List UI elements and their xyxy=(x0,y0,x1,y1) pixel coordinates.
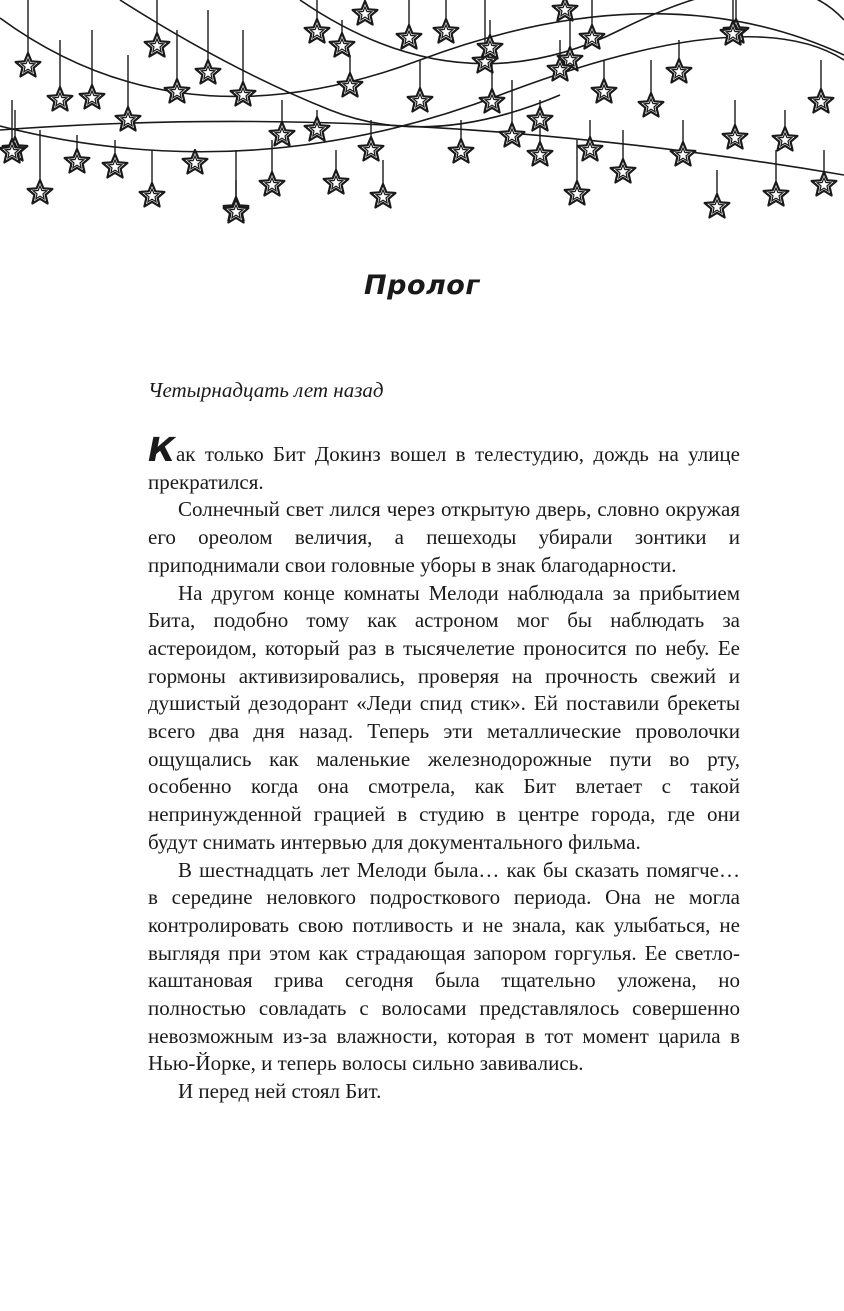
star-icon xyxy=(140,183,165,207)
star-icon xyxy=(667,59,692,83)
star-icon xyxy=(183,150,208,174)
star-garland-illustration xyxy=(0,0,844,235)
star-icon xyxy=(338,73,363,97)
star-icon xyxy=(224,199,249,223)
star-icon xyxy=(270,122,295,146)
paragraph: В шестнадцать лет Мелоди была… как бы сказать помягче… в середине неловкого подросткового периода. Она не могла контролировать свою потливость и не знала, как улыбаться, не выглядя при этом как страдающая запором горгулья. Ее светло-каштановая грива сегодня была тщательно уложена, но полностью совладать с волосами представлялось совершенно невозможным из-за влажности, которая в тот момент царила в Нью-Йорке, и теперь волосы сильно завивались. xyxy=(148,857,740,1076)
drop-cap: К xyxy=(148,430,175,469)
star-icon xyxy=(305,117,330,141)
paragraph: Солнечный свет лился через открытую дверь, словно окружая его ореолом величия, а пешеходы убирали зонтики и приподнимали свои головные уборы в знак благодарности. xyxy=(148,497,740,577)
star-icon xyxy=(103,154,128,178)
star-icon xyxy=(671,142,696,166)
star-icon xyxy=(705,194,730,218)
body-text xyxy=(148,430,740,1106)
star-icon xyxy=(580,25,605,49)
star-icon xyxy=(305,19,330,43)
star-icon xyxy=(478,35,503,59)
star-icon xyxy=(639,93,664,117)
star-icon xyxy=(764,182,789,206)
star-icon xyxy=(260,172,285,196)
star-icon xyxy=(80,85,105,109)
star-icon xyxy=(231,82,256,106)
star-icon xyxy=(397,25,422,49)
star-icon xyxy=(28,180,53,204)
chapter-title: Пролог xyxy=(364,270,480,302)
star-icon xyxy=(16,53,41,77)
star-icon xyxy=(723,125,748,149)
star-icon xyxy=(449,139,474,163)
garland-rope xyxy=(0,14,844,97)
star-icon xyxy=(434,19,459,43)
paragraph: На другом конце комнаты Мелоди наблюдала за прибытием Бита, подобно тому как астроном мог бы наблюдать за астероидом, который раз в тысячелетие проносится по небу. Ее гормоны активизировались, проверяя на прочность свежий и душистый дезодорант «Леди спид стик». Ей поставили брекеты всего два дня назад. Теперь эти металлические проволочки ощущались как маленькие железнодорожные пути во рту, особенно когда она смотрела, как Бит влетает с такой непринужденной грацией в студию в центре города, где они будут снимать интервью для документального фильма. xyxy=(148,580,740,854)
star-icon xyxy=(480,89,505,113)
star-icon xyxy=(145,33,170,57)
star-icon xyxy=(812,172,837,196)
star-icon xyxy=(592,79,617,103)
paragraph-text: ак только Бит Докинз вошел в телестудию, дождь на улице прекратился. xyxy=(148,442,740,494)
star-icon xyxy=(48,87,73,111)
star-icon xyxy=(196,60,221,84)
star-icon xyxy=(165,79,190,103)
star-icon xyxy=(773,127,798,151)
star-icon xyxy=(353,1,378,25)
star-icon xyxy=(324,170,349,194)
star-icon xyxy=(528,142,553,166)
star-icon xyxy=(528,107,553,131)
star-icon xyxy=(330,33,355,57)
star-icon xyxy=(65,149,90,173)
paragraph: И перед ней стоял Бит. xyxy=(178,1079,382,1104)
star-icon xyxy=(359,137,384,161)
star-icon xyxy=(500,123,525,147)
paragraph xyxy=(148,430,740,496)
star-icon xyxy=(408,88,433,112)
star-icon xyxy=(565,181,590,205)
star-icon xyxy=(116,107,141,131)
star-icon xyxy=(611,159,636,183)
star-icon xyxy=(371,184,396,208)
time-note: Четырнадцать лет назад xyxy=(148,378,384,402)
star-icon xyxy=(809,89,834,113)
